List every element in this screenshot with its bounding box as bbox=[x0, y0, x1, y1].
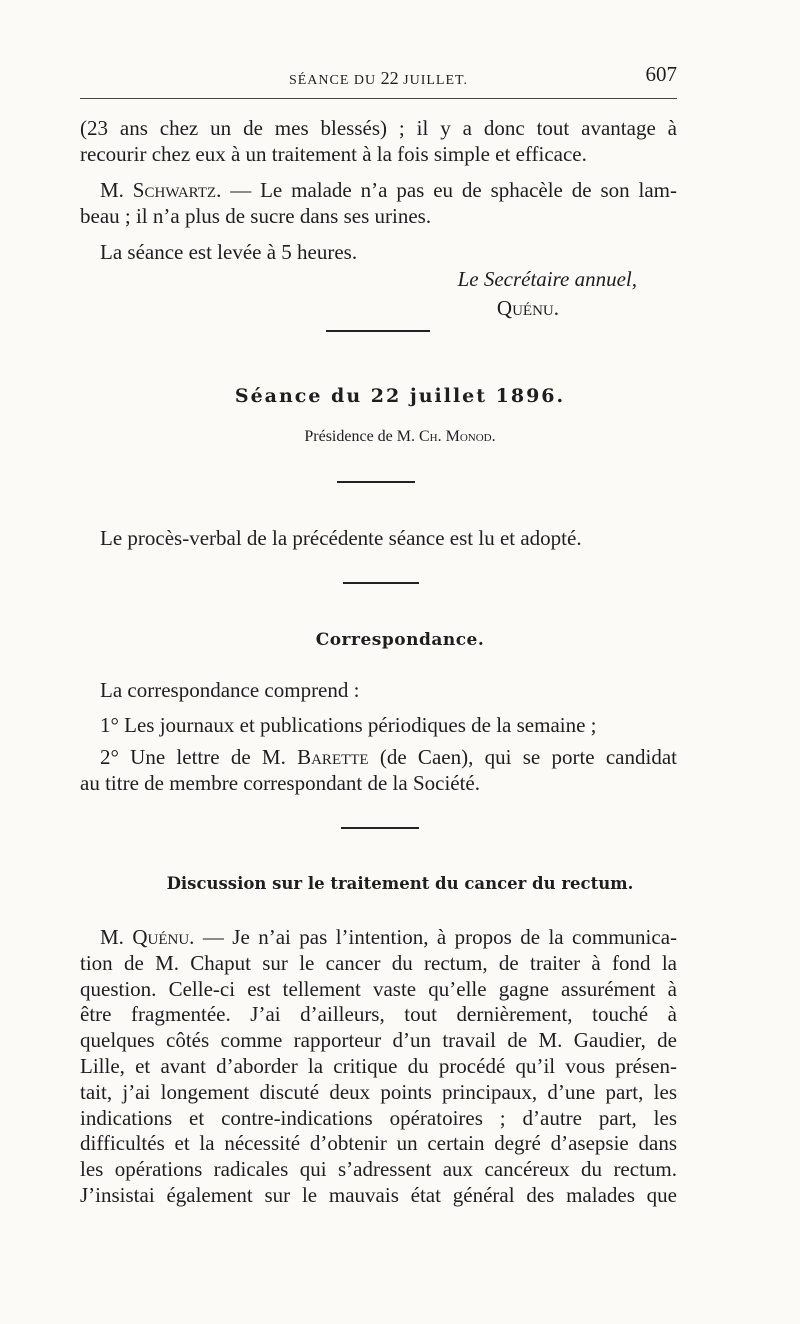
discussion-heading: Discussion sur le traitement du cancer du rectum. bbox=[166, 874, 634, 893]
correspondence-heading: Correspondance. bbox=[315, 630, 485, 650]
correspondence-item: 1° Les journaux et publications périodiques de la semaine ; bbox=[100, 713, 597, 737]
separator-rule bbox=[343, 582, 419, 584]
paragraph-continuation: (23 ans chez un de mes blessés) ; il y a donc tout avantage à recourir chez eux à un traitement à la fois simple et efficace. bbox=[80, 116, 677, 166]
separator-rule bbox=[326, 330, 430, 332]
correspondence-item: 2° Une lettre de M. Barette (de Caen), qui se porte candidat au titre de membre correspondant de la Société. bbox=[80, 745, 677, 795]
session-title: Séance du 22 juillet 1896. bbox=[234, 385, 566, 407]
closing-line: La séance est levée à 5 heures. bbox=[100, 240, 358, 264]
minutes-paragraph: Le procès-verbal de la précédente séance est lu et adopté. bbox=[100, 526, 582, 550]
signature-role: Le Secrétaire annuel, bbox=[457, 267, 637, 291]
separator-rule bbox=[337, 481, 415, 483]
speaker-name: M. Quénu. bbox=[100, 925, 195, 949]
correspondence-intro: La correspondance comprend : bbox=[100, 678, 360, 702]
session-presidency: Présidence de M. Ch. Monod. bbox=[304, 428, 496, 445]
paragraph-schwartz: M. Schwartz. — Le malade n’a pas eu de sphacèle de son lam- beau ; il n’a plus de sucre dans ses urines. bbox=[80, 178, 677, 228]
separator-rule bbox=[341, 827, 419, 829]
signature-name: Quénu. bbox=[496, 296, 559, 320]
discussion-paragraph: M. Quénu. — Je n’ai pas l’intention, à propos de la communica- tion de M. Chaput sur le cancer du rectum, de traiter à fond la question. Celle-ci est tellement vaste qu’elle gagne assurément à être fragmentée. J’ai d’ailleurs, tout dernièrement, touché à quelques côtés comme rapporteur d’un travail de M. Gaudier, de Lille, et avant d’aborder la critique du procédé qu’il vous présen- tait, j’ai longement discuté deux points principaux, d’une part, les indications et contre-indications opératoires ; d’autre part, les difficultés et la nécessité d’obtenir un certain degré d’asepsie dans les opérations radicales qui s’adressent aux cancéreux du rectum. J’insistai également sur le mauvais état général des malades que bbox=[80, 925, 678, 1207]
running-title: SÉANCE DU 22 JUILLET. bbox=[288, 68, 469, 88]
running-header bbox=[80, 62, 677, 88]
header-rule bbox=[80, 98, 677, 99]
speaker-name: M. Schwartz. bbox=[100, 178, 222, 202]
page-number: 607 bbox=[645, 62, 677, 86]
